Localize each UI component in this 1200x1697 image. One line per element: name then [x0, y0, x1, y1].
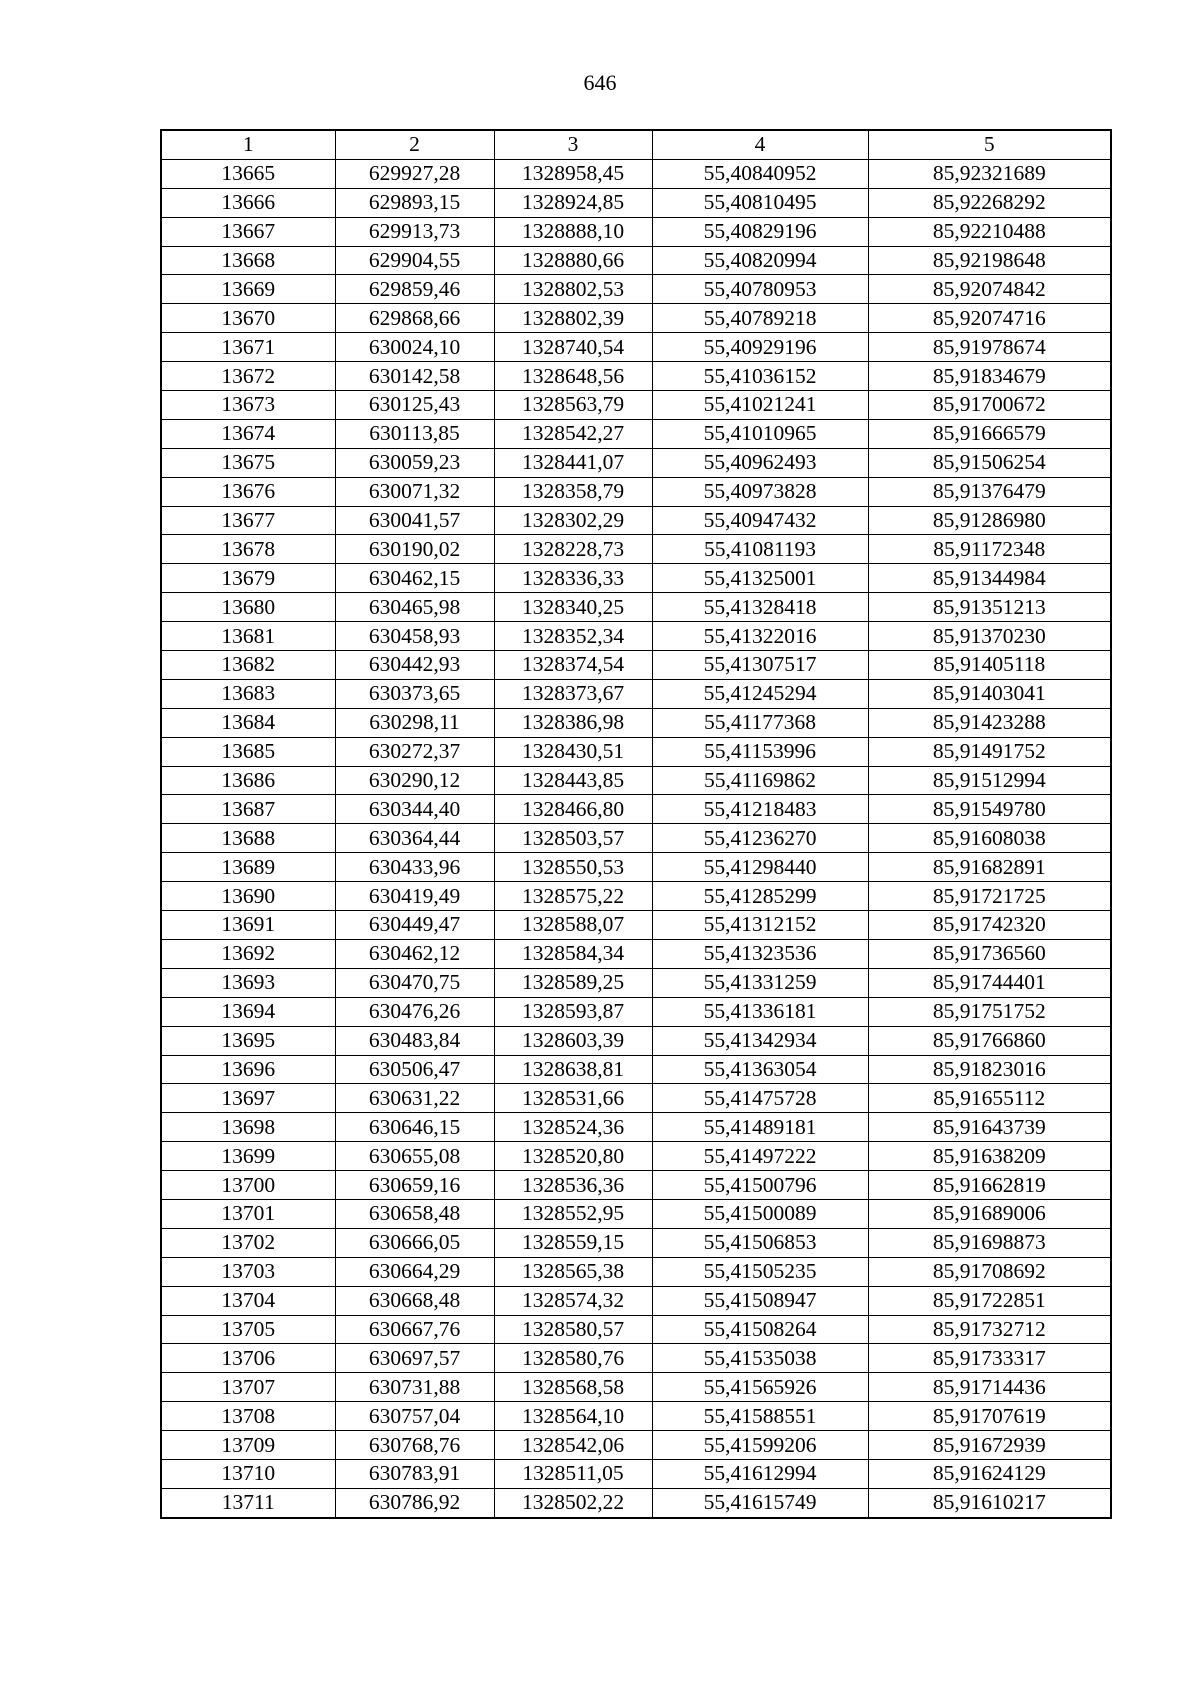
- table-row: [161, 448, 1111, 477]
- latitude-cell: 55,41588551: [652, 1402, 868, 1431]
- latitude-cell: 55,40780953: [652, 275, 868, 304]
- point-number-cell: 13691: [161, 911, 335, 940]
- table-row: [161, 766, 1111, 795]
- x-coordinate-cell: 629927,28: [335, 159, 494, 188]
- point-number-cell: 13693: [161, 968, 335, 997]
- table-row: [161, 333, 1111, 362]
- longitude-cell: 85,91655112: [868, 1084, 1111, 1113]
- x-coordinate-cell: 630462,15: [335, 564, 494, 593]
- longitude-cell: 85,92268292: [868, 188, 1111, 217]
- x-coordinate-cell: 630668,48: [335, 1286, 494, 1315]
- table-row: [161, 1402, 1111, 1431]
- table-row: [161, 362, 1111, 391]
- longitude-cell: 85,91376479: [868, 477, 1111, 506]
- table-row: [161, 853, 1111, 882]
- latitude-cell: 55,41363054: [652, 1055, 868, 1084]
- point-number-cell: 13666: [161, 188, 335, 217]
- latitude-cell: 55,40973828: [652, 477, 868, 506]
- point-number-cell: 13676: [161, 477, 335, 506]
- table-body: [161, 159, 1111, 1517]
- latitude-cell: 55,40962493: [652, 448, 868, 477]
- longitude-cell: 85,91351213: [868, 593, 1111, 622]
- y-coordinate-cell: 1328358,79: [494, 477, 652, 506]
- latitude-cell: 55,41021241: [652, 391, 868, 420]
- point-number-cell: 13705: [161, 1315, 335, 1344]
- latitude-cell: 55,41489181: [652, 1113, 868, 1142]
- y-coordinate-cell: 1328336,33: [494, 564, 652, 593]
- x-coordinate-cell: 630272,37: [335, 737, 494, 766]
- point-number-cell: 13667: [161, 217, 335, 246]
- x-coordinate-cell: 630024,10: [335, 333, 494, 362]
- latitude-cell: 55,41342934: [652, 1026, 868, 1055]
- point-number-cell: 13683: [161, 679, 335, 708]
- point-number-cell: 13673: [161, 391, 335, 420]
- latitude-cell: 55,41010965: [652, 419, 868, 448]
- x-coordinate-cell: 630373,65: [335, 679, 494, 708]
- latitude-cell: 55,41236270: [652, 824, 868, 853]
- y-coordinate-cell: 1328580,57: [494, 1315, 652, 1344]
- x-coordinate-cell: 630786,92: [335, 1488, 494, 1517]
- point-number-cell: 13690: [161, 882, 335, 911]
- longitude-cell: 85,91834679: [868, 362, 1111, 391]
- longitude-cell: 85,91403041: [868, 679, 1111, 708]
- longitude-cell: 85,91722851: [868, 1286, 1111, 1315]
- table-row: [161, 1055, 1111, 1084]
- latitude-cell: 55,41615749: [652, 1488, 868, 1517]
- coordinates-table: [160, 129, 1112, 1519]
- y-coordinate-cell: 1328563,79: [494, 391, 652, 420]
- point-number-cell: 13704: [161, 1286, 335, 1315]
- longitude-cell: 85,91682891: [868, 853, 1111, 882]
- table-row: [161, 275, 1111, 304]
- x-coordinate-cell: 630655,08: [335, 1142, 494, 1171]
- y-coordinate-cell: 1328386,98: [494, 708, 652, 737]
- point-number-cell: 13674: [161, 419, 335, 448]
- table-row: [161, 679, 1111, 708]
- y-coordinate-cell: 1328603,39: [494, 1026, 652, 1055]
- y-coordinate-cell: 1328443,85: [494, 766, 652, 795]
- y-coordinate-cell: 1328352,34: [494, 622, 652, 651]
- column-header-4: 4: [652, 130, 868, 159]
- latitude-cell: 55,41612994: [652, 1459, 868, 1488]
- point-number-cell: 13685: [161, 737, 335, 766]
- x-coordinate-cell: 630768,76: [335, 1431, 494, 1460]
- y-coordinate-cell: 1328520,80: [494, 1142, 652, 1171]
- table-row: [161, 419, 1111, 448]
- latitude-cell: 55,40789218: [652, 304, 868, 333]
- y-coordinate-cell: 1328373,67: [494, 679, 652, 708]
- table-row: [161, 506, 1111, 535]
- y-coordinate-cell: 1328524,36: [494, 1113, 652, 1142]
- y-coordinate-cell: 1328802,39: [494, 304, 652, 333]
- y-coordinate-cell: 1328740,54: [494, 333, 652, 362]
- table-row: [161, 795, 1111, 824]
- longitude-cell: 85,92074716: [868, 304, 1111, 333]
- y-coordinate-cell: 1328228,73: [494, 535, 652, 564]
- point-number-cell: 13682: [161, 651, 335, 680]
- point-number-cell: 13710: [161, 1459, 335, 1488]
- table-row: [161, 708, 1111, 737]
- x-coordinate-cell: 629913,73: [335, 217, 494, 246]
- y-coordinate-cell: 1328588,07: [494, 911, 652, 940]
- y-coordinate-cell: 1328584,34: [494, 939, 652, 968]
- longitude-cell: 85,91549780: [868, 795, 1111, 824]
- latitude-cell: 55,40810495: [652, 188, 868, 217]
- x-coordinate-cell: 630442,93: [335, 651, 494, 680]
- longitude-cell: 85,91700672: [868, 391, 1111, 420]
- latitude-cell: 55,41245294: [652, 679, 868, 708]
- latitude-cell: 55,41535038: [652, 1344, 868, 1373]
- point-number-cell: 13688: [161, 824, 335, 853]
- latitude-cell: 55,40829196: [652, 217, 868, 246]
- point-number-cell: 13695: [161, 1026, 335, 1055]
- y-coordinate-cell: 1328552,95: [494, 1199, 652, 1228]
- point-number-cell: 13669: [161, 275, 335, 304]
- longitude-cell: 85,91286980: [868, 506, 1111, 535]
- y-coordinate-cell: 1328441,07: [494, 448, 652, 477]
- latitude-cell: 55,41169862: [652, 766, 868, 795]
- longitude-cell: 85,91610217: [868, 1488, 1111, 1517]
- y-coordinate-cell: 1328958,45: [494, 159, 652, 188]
- latitude-cell: 55,41505235: [652, 1257, 868, 1286]
- point-number-cell: 13701: [161, 1199, 335, 1228]
- x-coordinate-cell: 630666,05: [335, 1228, 494, 1257]
- longitude-cell: 85,91733317: [868, 1344, 1111, 1373]
- longitude-cell: 85,91672939: [868, 1431, 1111, 1460]
- latitude-cell: 55,41506853: [652, 1228, 868, 1257]
- longitude-cell: 85,91405118: [868, 651, 1111, 680]
- table-row: [161, 304, 1111, 333]
- y-coordinate-cell: 1328542,06: [494, 1431, 652, 1460]
- latitude-cell: 55,41331259: [652, 968, 868, 997]
- latitude-cell: 55,41323536: [652, 939, 868, 968]
- longitude-cell: 85,91172348: [868, 535, 1111, 564]
- point-number-cell: 13698: [161, 1113, 335, 1142]
- x-coordinate-cell: 629893,15: [335, 188, 494, 217]
- latitude-cell: 55,40840952: [652, 159, 868, 188]
- y-coordinate-cell: 1328564,10: [494, 1402, 652, 1431]
- point-number-cell: 13681: [161, 622, 335, 651]
- table-row: [161, 246, 1111, 275]
- point-number-cell: 13675: [161, 448, 335, 477]
- latitude-cell: 55,41500796: [652, 1171, 868, 1200]
- latitude-cell: 55,40820994: [652, 246, 868, 275]
- x-coordinate-cell: 630364,44: [335, 824, 494, 853]
- y-coordinate-cell: 1328565,38: [494, 1257, 652, 1286]
- point-number-cell: 13680: [161, 593, 335, 622]
- point-number-cell: 13696: [161, 1055, 335, 1084]
- x-coordinate-cell: 630190,02: [335, 535, 494, 564]
- y-coordinate-cell: 1328648,56: [494, 362, 652, 391]
- table-row: [161, 564, 1111, 593]
- point-number-cell: 13703: [161, 1257, 335, 1286]
- point-number-cell: 13684: [161, 708, 335, 737]
- latitude-cell: 55,41322016: [652, 622, 868, 651]
- latitude-cell: 55,41500089: [652, 1199, 868, 1228]
- y-coordinate-cell: 1328511,05: [494, 1459, 652, 1488]
- longitude-cell: 85,91978674: [868, 333, 1111, 362]
- y-coordinate-cell: 1328568,58: [494, 1373, 652, 1402]
- x-coordinate-cell: 630142,58: [335, 362, 494, 391]
- table-row: [161, 217, 1111, 246]
- latitude-cell: 55,40947432: [652, 506, 868, 535]
- x-coordinate-cell: 629868,66: [335, 304, 494, 333]
- y-coordinate-cell: 1328430,51: [494, 737, 652, 766]
- longitude-cell: 85,92321689: [868, 159, 1111, 188]
- x-coordinate-cell: 630659,16: [335, 1171, 494, 1200]
- table-header: [161, 130, 1111, 159]
- latitude-cell: 55,41325001: [652, 564, 868, 593]
- longitude-cell: 85,91721725: [868, 882, 1111, 911]
- x-coordinate-cell: 630697,57: [335, 1344, 494, 1373]
- longitude-cell: 85,91714436: [868, 1373, 1111, 1402]
- y-coordinate-cell: 1328536,36: [494, 1171, 652, 1200]
- point-number-cell: 13699: [161, 1142, 335, 1171]
- latitude-cell: 55,41497222: [652, 1142, 868, 1171]
- table-row: [161, 188, 1111, 217]
- table-row: [161, 622, 1111, 651]
- x-coordinate-cell: 630298,11: [335, 708, 494, 737]
- point-number-cell: 13671: [161, 333, 335, 362]
- point-number-cell: 13677: [161, 506, 335, 535]
- x-coordinate-cell: 630646,15: [335, 1113, 494, 1142]
- x-coordinate-cell: 630344,40: [335, 795, 494, 824]
- y-coordinate-cell: 1328802,53: [494, 275, 652, 304]
- table-row: [161, 997, 1111, 1026]
- longitude-cell: 85,91736560: [868, 939, 1111, 968]
- y-coordinate-cell: 1328589,25: [494, 968, 652, 997]
- longitude-cell: 85,91423288: [868, 708, 1111, 737]
- x-coordinate-cell: 630470,75: [335, 968, 494, 997]
- point-number-cell: 13697: [161, 1084, 335, 1113]
- y-coordinate-cell: 1328542,27: [494, 419, 652, 448]
- x-coordinate-cell: 630041,57: [335, 506, 494, 535]
- y-coordinate-cell: 1328559,15: [494, 1228, 652, 1257]
- longitude-cell: 85,91823016: [868, 1055, 1111, 1084]
- point-number-cell: 13686: [161, 766, 335, 795]
- longitude-cell: 85,91708692: [868, 1257, 1111, 1286]
- x-coordinate-cell: 630465,98: [335, 593, 494, 622]
- y-coordinate-cell: 1328503,57: [494, 824, 652, 853]
- x-coordinate-cell: 630113,85: [335, 419, 494, 448]
- longitude-cell: 85,91742320: [868, 911, 1111, 940]
- longitude-cell: 85,91707619: [868, 1402, 1111, 1431]
- y-coordinate-cell: 1328638,81: [494, 1055, 652, 1084]
- y-coordinate-cell: 1328502,22: [494, 1488, 652, 1517]
- point-number-cell: 13709: [161, 1431, 335, 1460]
- point-number-cell: 13692: [161, 939, 335, 968]
- x-coordinate-cell: 630631,22: [335, 1084, 494, 1113]
- table-row: [161, 1228, 1111, 1257]
- latitude-cell: 55,41036152: [652, 362, 868, 391]
- x-coordinate-cell: 630483,84: [335, 1026, 494, 1055]
- y-coordinate-cell: 1328575,22: [494, 882, 652, 911]
- x-coordinate-cell: 630419,49: [335, 882, 494, 911]
- latitude-cell: 55,41565926: [652, 1373, 868, 1402]
- y-coordinate-cell: 1328374,54: [494, 651, 652, 680]
- longitude-cell: 85,92198648: [868, 246, 1111, 275]
- point-number-cell: 13687: [161, 795, 335, 824]
- x-coordinate-cell: 629859,46: [335, 275, 494, 304]
- latitude-cell: 55,41218483: [652, 795, 868, 824]
- longitude-cell: 85,91662819: [868, 1171, 1111, 1200]
- x-coordinate-cell: 630449,47: [335, 911, 494, 940]
- table-row: [161, 737, 1111, 766]
- point-number-cell: 13702: [161, 1228, 335, 1257]
- table-row: [161, 1257, 1111, 1286]
- point-number-cell: 13672: [161, 362, 335, 391]
- latitude-cell: 55,41177368: [652, 708, 868, 737]
- table-row: [161, 1142, 1111, 1171]
- y-coordinate-cell: 1328531,66: [494, 1084, 652, 1113]
- y-coordinate-cell: 1328880,66: [494, 246, 652, 275]
- x-coordinate-cell: 630433,96: [335, 853, 494, 882]
- column-header-1: 1: [161, 130, 335, 159]
- table-row: [161, 882, 1111, 911]
- latitude-cell: 55,41312152: [652, 911, 868, 940]
- table-row: [161, 1026, 1111, 1055]
- column-header-2: 2: [335, 130, 494, 159]
- longitude-cell: 85,91666579: [868, 419, 1111, 448]
- longitude-cell: 85,91698873: [868, 1228, 1111, 1257]
- y-coordinate-cell: 1328466,80: [494, 795, 652, 824]
- x-coordinate-cell: 630462,12: [335, 939, 494, 968]
- x-coordinate-cell: 630059,23: [335, 448, 494, 477]
- longitude-cell: 85,91643739: [868, 1113, 1111, 1142]
- longitude-cell: 85,92074842: [868, 275, 1111, 304]
- latitude-cell: 55,41285299: [652, 882, 868, 911]
- longitude-cell: 85,91344984: [868, 564, 1111, 593]
- table-row: [161, 824, 1111, 853]
- longitude-cell: 85,92210488: [868, 217, 1111, 246]
- longitude-cell: 85,91766860: [868, 1026, 1111, 1055]
- y-coordinate-cell: 1328888,10: [494, 217, 652, 246]
- table-row: [161, 1171, 1111, 1200]
- latitude-cell: 55,41475728: [652, 1084, 868, 1113]
- table-row: [161, 968, 1111, 997]
- point-number-cell: 13689: [161, 853, 335, 882]
- x-coordinate-cell: 630458,93: [335, 622, 494, 651]
- latitude-cell: 55,41153996: [652, 737, 868, 766]
- x-coordinate-cell: 630506,47: [335, 1055, 494, 1084]
- x-coordinate-cell: 629904,55: [335, 246, 494, 275]
- point-number-cell: 13706: [161, 1344, 335, 1373]
- table-row: [161, 651, 1111, 680]
- table-row: [161, 1315, 1111, 1344]
- y-coordinate-cell: 1328593,87: [494, 997, 652, 1026]
- y-coordinate-cell: 1328574,32: [494, 1286, 652, 1315]
- point-number-cell: 13711: [161, 1488, 335, 1517]
- latitude-cell: 55,41599206: [652, 1431, 868, 1460]
- latitude-cell: 55,41307517: [652, 651, 868, 680]
- point-number-cell: 13670: [161, 304, 335, 333]
- table-row: [161, 1084, 1111, 1113]
- x-coordinate-cell: 630125,43: [335, 391, 494, 420]
- point-number-cell: 13668: [161, 246, 335, 275]
- table-row: [161, 1286, 1111, 1315]
- table-row: [161, 1373, 1111, 1402]
- x-coordinate-cell: 630476,26: [335, 997, 494, 1026]
- latitude-cell: 55,41328418: [652, 593, 868, 622]
- y-coordinate-cell: 1328302,29: [494, 506, 652, 535]
- y-coordinate-cell: 1328924,85: [494, 188, 652, 217]
- page-number: 646: [583, 70, 617, 95]
- x-coordinate-cell: 630757,04: [335, 1402, 494, 1431]
- longitude-cell: 85,91638209: [868, 1142, 1111, 1171]
- x-coordinate-cell: 630783,91: [335, 1459, 494, 1488]
- x-coordinate-cell: 630658,48: [335, 1199, 494, 1228]
- latitude-cell: 55,41081193: [652, 535, 868, 564]
- point-number-cell: 13708: [161, 1402, 335, 1431]
- latitude-cell: 55,40929196: [652, 333, 868, 362]
- longitude-cell: 85,91370230: [868, 622, 1111, 651]
- table-row: [161, 535, 1111, 564]
- longitude-cell: 85,91732712: [868, 1315, 1111, 1344]
- y-coordinate-cell: 1328550,53: [494, 853, 652, 882]
- latitude-cell: 55,41336181: [652, 997, 868, 1026]
- table-row: [161, 159, 1111, 188]
- table-row: [161, 593, 1111, 622]
- table-row: [161, 1199, 1111, 1228]
- x-coordinate-cell: 630290,12: [335, 766, 494, 795]
- longitude-cell: 85,91506254: [868, 448, 1111, 477]
- latitude-cell: 55,41298440: [652, 853, 868, 882]
- y-coordinate-cell: 1328580,76: [494, 1344, 652, 1373]
- x-coordinate-cell: 630731,88: [335, 1373, 494, 1402]
- table-row: [161, 911, 1111, 940]
- longitude-cell: 85,91744401: [868, 968, 1111, 997]
- table-row: [161, 939, 1111, 968]
- header-row: [161, 130, 1111, 159]
- y-coordinate-cell: 1328340,25: [494, 593, 652, 622]
- longitude-cell: 85,91512994: [868, 766, 1111, 795]
- longitude-cell: 85,91491752: [868, 737, 1111, 766]
- point-number-cell: 13700: [161, 1171, 335, 1200]
- longitude-cell: 85,91608038: [868, 824, 1111, 853]
- longitude-cell: 85,91689006: [868, 1199, 1111, 1228]
- table-row: [161, 1344, 1111, 1373]
- point-number-cell: 13707: [161, 1373, 335, 1402]
- table-row: [161, 391, 1111, 420]
- table-row: [161, 1431, 1111, 1460]
- x-coordinate-cell: 630667,76: [335, 1315, 494, 1344]
- point-number-cell: 13694: [161, 997, 335, 1026]
- latitude-cell: 55,41508947: [652, 1286, 868, 1315]
- longitude-cell: 85,91624129: [868, 1459, 1111, 1488]
- table-row: [161, 1113, 1111, 1142]
- x-coordinate-cell: 630071,32: [335, 477, 494, 506]
- table-row: [161, 1459, 1111, 1488]
- latitude-cell: 55,41508264: [652, 1315, 868, 1344]
- column-header-3: 3: [494, 130, 652, 159]
- point-number-cell: 13679: [161, 564, 335, 593]
- longitude-cell: 85,91751752: [868, 997, 1111, 1026]
- table-row: [161, 1488, 1111, 1517]
- table-row: [161, 477, 1111, 506]
- column-header-5: 5: [868, 130, 1111, 159]
- point-number-cell: 13678: [161, 535, 335, 564]
- x-coordinate-cell: 630664,29: [335, 1257, 494, 1286]
- point-number-cell: 13665: [161, 159, 335, 188]
